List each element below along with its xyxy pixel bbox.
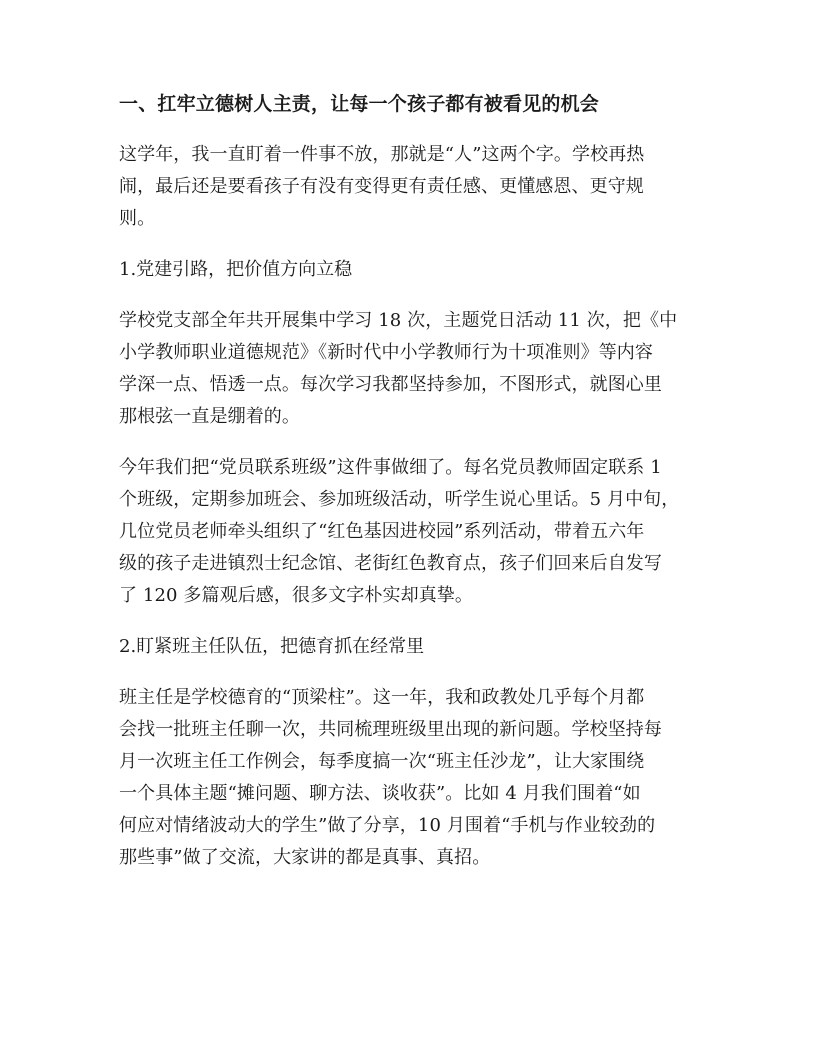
paragraph-line: 一个具体主题“摊问题、聊方法、谈收获”。比如 4 月我们围着“如	[119, 783, 641, 804]
intro-line: 闹，最后还是要看孩子有没有变得更有责任感、更懂感恩、更守规	[119, 176, 644, 197]
intro-line: 则。	[119, 208, 156, 229]
subsection-1-paragraph-1	[119, 305, 699, 433]
paragraph-line: 今年我们把“党员联系班级”这件事做细了。每名党员教师固定联系 1	[119, 457, 662, 478]
subsection-2-paragraph-1	[119, 682, 699, 874]
paragraph-line: 个班级，定期参加班会、参加班级活动，听学生说心里话。5 月中旬，	[119, 489, 680, 510]
intro-paragraph	[119, 139, 699, 235]
document-page	[119, 88, 699, 893]
paragraph-line: 月一次班主任工作例会，每季度搞一次“班主任沙龙”，让大家围绕	[119, 751, 645, 772]
paragraph-line: 级的孩子走进镇烈士纪念馆、老街红色教育点，孩子们回来后自发写	[119, 553, 662, 574]
paragraph-line: 那些事”做了交流，大家讲的都是真事、真招。	[119, 847, 491, 868]
subsection-1-paragraph-2	[119, 452, 699, 612]
paragraph-line: 何应对情绪波动大的学生”做了分享，10 月围着“手机与作业较劲的	[119, 815, 656, 836]
subsection-title-2: 2.盯紧班主任队伍，把德育抓在经常里	[119, 636, 425, 657]
intro-line: 这学年，我一直盯着一件事不放，那就是“人”这两个字。学校再热	[119, 144, 645, 165]
paragraph-line: 小学教师职业道德规范》《新时代中小学教师行为十项准则》等内容	[119, 342, 653, 363]
paragraph-line: 几位党员老师牵头组织了“红色基因进校园”系列活动，带着五六年	[119, 521, 645, 542]
paragraph-line: 那根弦一直是绷着的。	[119, 406, 300, 427]
paragraph-line: 了 120 多篇观后感，很多文字朴实却真挚。	[119, 585, 473, 606]
paragraph-line: 班主任是学校德育的“顶梁柱”。这一年，我和政教处几乎每个月都	[119, 687, 645, 708]
paragraph-line: 会找一批班主任聊一次，共同梳理班级里出现的新问题。学校坚持每	[119, 719, 662, 740]
paragraph-line: 学校党支部全年共开展集中学习 18 次，主题党日活动 11 次，把《中	[119, 310, 678, 331]
section-title: 一、扛牢立德树人主责，让每一个孩子都有被看见的机会	[119, 93, 600, 115]
paragraph-line: 学深一点、悟透一点。每次学习我都坚持参加，不图形式，就图心里	[119, 374, 662, 395]
subsection-title-1: 1.党建引路，把价值方向立稳	[119, 259, 353, 280]
